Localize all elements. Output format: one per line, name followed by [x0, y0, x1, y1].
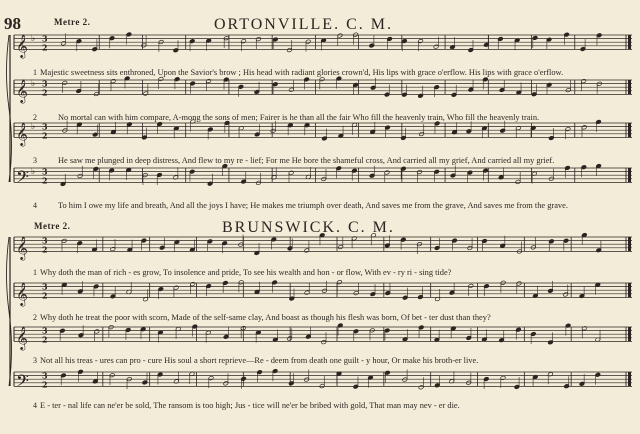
time-signature: 3 — [42, 325, 48, 336]
verse-number: 2 — [33, 313, 37, 322]
final-bar-thick — [628, 237, 631, 251]
flat-sign-icon: ♭ — [31, 122, 36, 132]
time-signature: 3 — [42, 370, 48, 381]
verse-line: E - ter - nal life can ne'er be sold, The ransom is too high; Jus - tice will ne'er be bribed with gold, That man may nev - er die. — [40, 401, 460, 410]
final-bar-thick — [628, 327, 631, 341]
verse-number: 2 — [33, 113, 37, 122]
verse-number: 4 — [33, 201, 37, 210]
time-signature: 2 — [42, 130, 48, 141]
verse-line: He saw me plunged in deep distress, And flew to my re - lief; For me He bore the shameful cross, And carried all my grief, And carried all my grief. — [58, 156, 555, 165]
page-number: 98 — [4, 14, 21, 33]
verse-line: No mortal can with him compare, A-mong the sons of men; Fairer is he than all the fair Who fill the heavenly train, Who fill the heavenly train. — [58, 113, 540, 122]
verse-line: Not all his treas - ures can pro - cure His soul a short reprieve—Re - deem from death one guilt - y hour, Or make his broth-er live. — [40, 356, 479, 365]
hymn-title-brunswick: BRUNSWICK. C. M. — [222, 219, 395, 236]
verse-number: 1 — [33, 68, 37, 77]
flat-sign-icon: ♭ — [31, 34, 36, 44]
verse-line: Majestic sweetness sits enthroned, Upon the Savior's brow ; His head with radiant glories crown'd, His lips with grace o'erflow. His lips with grace o'erflow. — [40, 68, 564, 77]
time-signature: 3 — [42, 78, 48, 89]
time-signature: 3 — [42, 33, 48, 44]
time-signature: 2 — [42, 175, 48, 186]
time-signature: 2 — [42, 42, 48, 53]
flat-sign-icon: ♭ — [31, 167, 36, 177]
treble-clef-icon: 𝄞 — [16, 121, 28, 146]
time-signature: 3 — [42, 235, 48, 246]
verse-line: Why doth he treat the poor with scorn, Made of the self-same clay, And boast as though his flesh was born, Of bet - ter dust than they? — [40, 313, 491, 322]
treble-clef-icon: 𝄞 — [16, 78, 28, 103]
final-bar-thick — [628, 283, 631, 297]
bass-clef-icon: 𝄢 — [16, 166, 29, 191]
time-signature: 2 — [42, 334, 48, 345]
metre-label-ortonville: Metre 2. — [54, 17, 91, 27]
flat-sign-icon: ♭ — [31, 79, 36, 89]
time-signature: 2 — [42, 244, 48, 255]
time-signature: 3 — [42, 121, 48, 132]
verse-number: 3 — [33, 356, 37, 365]
time-signature: 3 — [42, 166, 48, 177]
final-bar-thick — [628, 123, 631, 137]
verse-number: 3 — [33, 156, 37, 165]
verse-line: Why doth the man of rich - es grow, To insolence and pride, To see his wealth and hon - or flow, With ev - ry ri - sing tide? — [40, 268, 452, 277]
time-signature: 2 — [42, 87, 48, 98]
final-bar-thick — [628, 35, 631, 49]
treble-clef-icon: 𝄞 — [16, 235, 28, 260]
time-signature: 3 — [42, 281, 48, 292]
time-signature: 2 — [42, 379, 48, 390]
final-bar-thick — [628, 80, 631, 94]
time-signature: 2 — [42, 290, 48, 301]
final-bar-thick — [628, 168, 631, 182]
final-bar-thick — [628, 372, 631, 386]
bass-clef-icon: 𝄢 — [16, 370, 29, 395]
verse-number: 1 — [33, 268, 37, 277]
system-brace-curve — [7, 35, 12, 182]
metre-label-brunswick: Metre 2. — [34, 221, 71, 231]
treble-clef-icon: 𝄞 — [16, 281, 28, 306]
hymn-title-ortonville: ORTONVILLE. C. M. — [214, 16, 393, 33]
verse-line: To him I owe my life and breath, And all the joys I have; He makes me triumph over death, And saves me from the grave, And saves me from the grave. — [58, 201, 568, 210]
treble-clef-icon: 𝄞 — [16, 33, 28, 58]
system-brace-curve — [7, 237, 12, 386]
verse-number: 4 — [33, 401, 37, 410]
treble-clef-icon: 𝄞 — [16, 325, 28, 350]
